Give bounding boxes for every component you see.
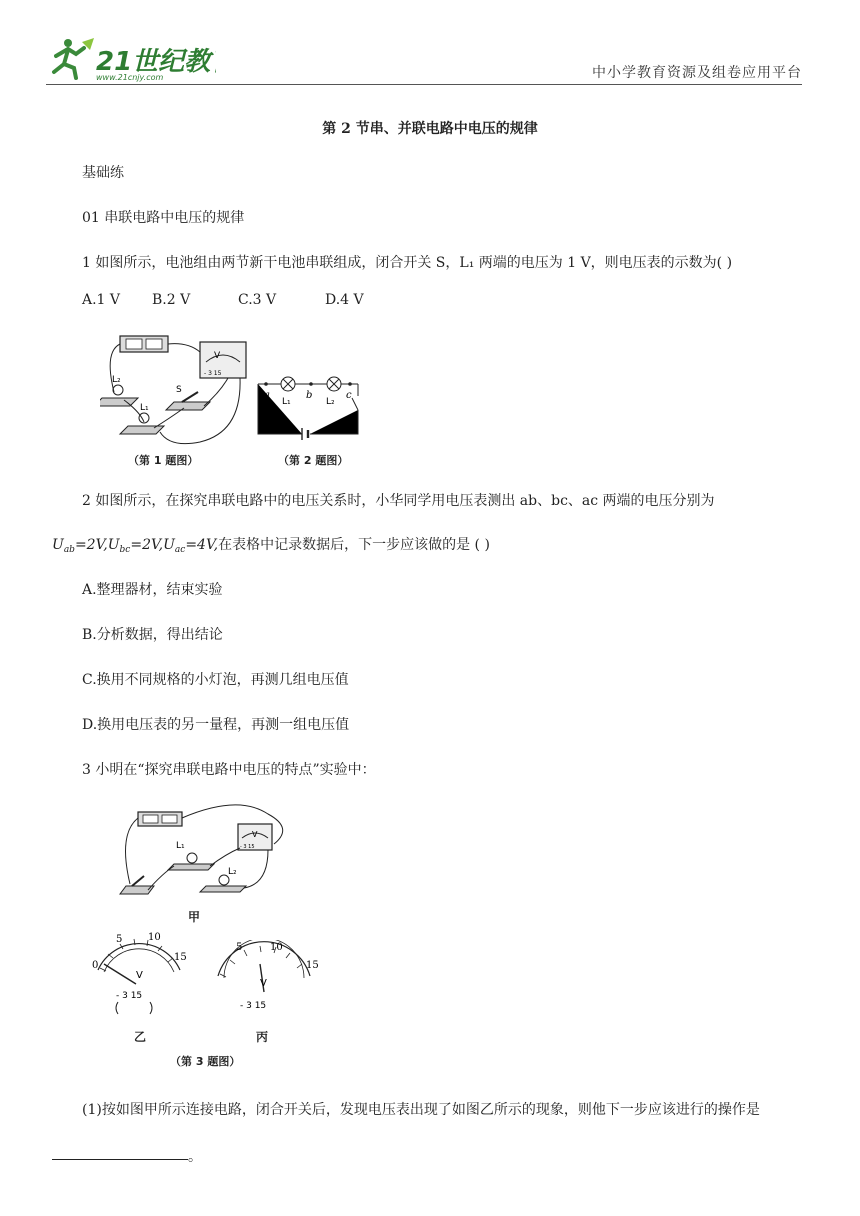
fig3-terminals: - 3 15	[240, 844, 255, 850]
question-2-line1: 2 如图所示，在探究串联电路中的电压关系时，小华同学用电压表测出 ab、bc、ac 两端的电压分别为	[82, 493, 715, 509]
platform-name: 中小学教育资源及组卷应用平台	[592, 64, 802, 80]
fig3-v-label: V	[252, 830, 258, 839]
q1-option-a: A.1 V	[82, 292, 121, 308]
yi-scale-10: 10	[148, 932, 161, 943]
figure-3-yi-meter	[88, 926, 188, 1044]
yi-scale-5: 5	[116, 934, 123, 945]
q2-option-a: A.整理器材，结束实验	[82, 582, 223, 598]
bing-terminals: - 3 15	[240, 1001, 267, 1011]
fig3-l2-label: L₂	[228, 867, 237, 877]
runner-icon	[54, 38, 94, 78]
fig2-l1-label: L₁	[282, 397, 291, 407]
fig1-l2-label: L₂	[112, 375, 121, 385]
fig1-terminals: - 3 15	[204, 370, 222, 377]
question-3-part-1: (1)按如图甲所示连接电路，闭合开关后，发现电压表出现了如图乙所示的现象，则他下一步应该进行的操作是	[82, 1102, 760, 1118]
fig1-s-label: S	[176, 385, 182, 395]
fig1-l1-label: L₁	[140, 403, 149, 413]
fig2-b-label: b	[306, 390, 313, 401]
q2-option-d: D.换用电压表的另一量程，再测一组电压值	[82, 717, 350, 733]
figure-1-caption: （第 1 题图）	[128, 454, 199, 467]
fig2-a-label: a	[264, 390, 270, 401]
bing-v-label: V	[260, 978, 267, 989]
question-3-text: 3 小明在“探究串联电路中电压的特点”实验中：	[82, 762, 376, 778]
yi-scale-0: 0	[92, 960, 99, 971]
q1-option-b: B.2 V	[152, 292, 191, 308]
answer-blank-end: 。	[188, 1149, 202, 1165]
q1-option-d: D.4 V	[325, 292, 364, 308]
q1-option-c: C.3 V	[238, 292, 277, 308]
q2-option-c: C.换用不同规格的小灯泡，再测几组电压值	[82, 672, 349, 688]
logo-text: 21世纪教	[96, 47, 211, 77]
yi-terminals: - 3 15	[116, 991, 143, 1001]
yi-v-label: V	[136, 970, 143, 981]
q2-option-b: B.分析数据，得出结论	[82, 627, 223, 643]
logo	[46, 36, 216, 86]
figure-2-caption: （第 2 题图）	[278, 454, 349, 467]
page-header	[0, 0, 860, 90]
fig3-jia-label: 甲	[188, 910, 201, 924]
fig3-yi-label: 乙	[134, 1030, 147, 1044]
answer-blank[interactable]	[52, 1159, 188, 1160]
figure-3-caption: （第 3 题图）	[170, 1055, 241, 1068]
fig1-v-label: V	[214, 351, 221, 361]
bing-scale-5: 5	[236, 942, 243, 953]
subsection-heading: 01 串联电路中电压的规律	[82, 210, 245, 226]
fig2-l2-label: L₂	[326, 397, 335, 407]
fig2-c-label: c	[346, 390, 352, 401]
bing-scale-15: 15	[306, 960, 319, 971]
bing-scale-10: 10	[270, 942, 283, 953]
figure-2-circuit	[254, 370, 364, 467]
logo-url: www.21cnjy.com	[96, 73, 164, 82]
question-2-line2: $U_{ab}=2V,U_{bc}=2V,U_{ac}=4V$,在表格中记录数据后，下一步应该做的是 ( )	[52, 537, 490, 555]
page-title: 第 2 节串、并联电路中电压的规律	[322, 121, 538, 137]
figure-3-bing-meter	[210, 940, 320, 1044]
question-1-text: 1 如图所示，电池组由两节新干电池串联组成，闭合开关 S，L₁ 两端的电压为 1 V，则电压表的示数为( )	[82, 255, 733, 271]
yi-scale-15: 15	[174, 952, 187, 963]
figure-1-circuit	[100, 322, 250, 476]
header-divider	[46, 84, 802, 85]
fig3-l1-label: L₁	[176, 841, 185, 851]
section-heading: 基础练	[82, 165, 124, 181]
figure-3-jia	[118, 804, 298, 924]
fig3-bing-label: 丙	[256, 1030, 269, 1044]
